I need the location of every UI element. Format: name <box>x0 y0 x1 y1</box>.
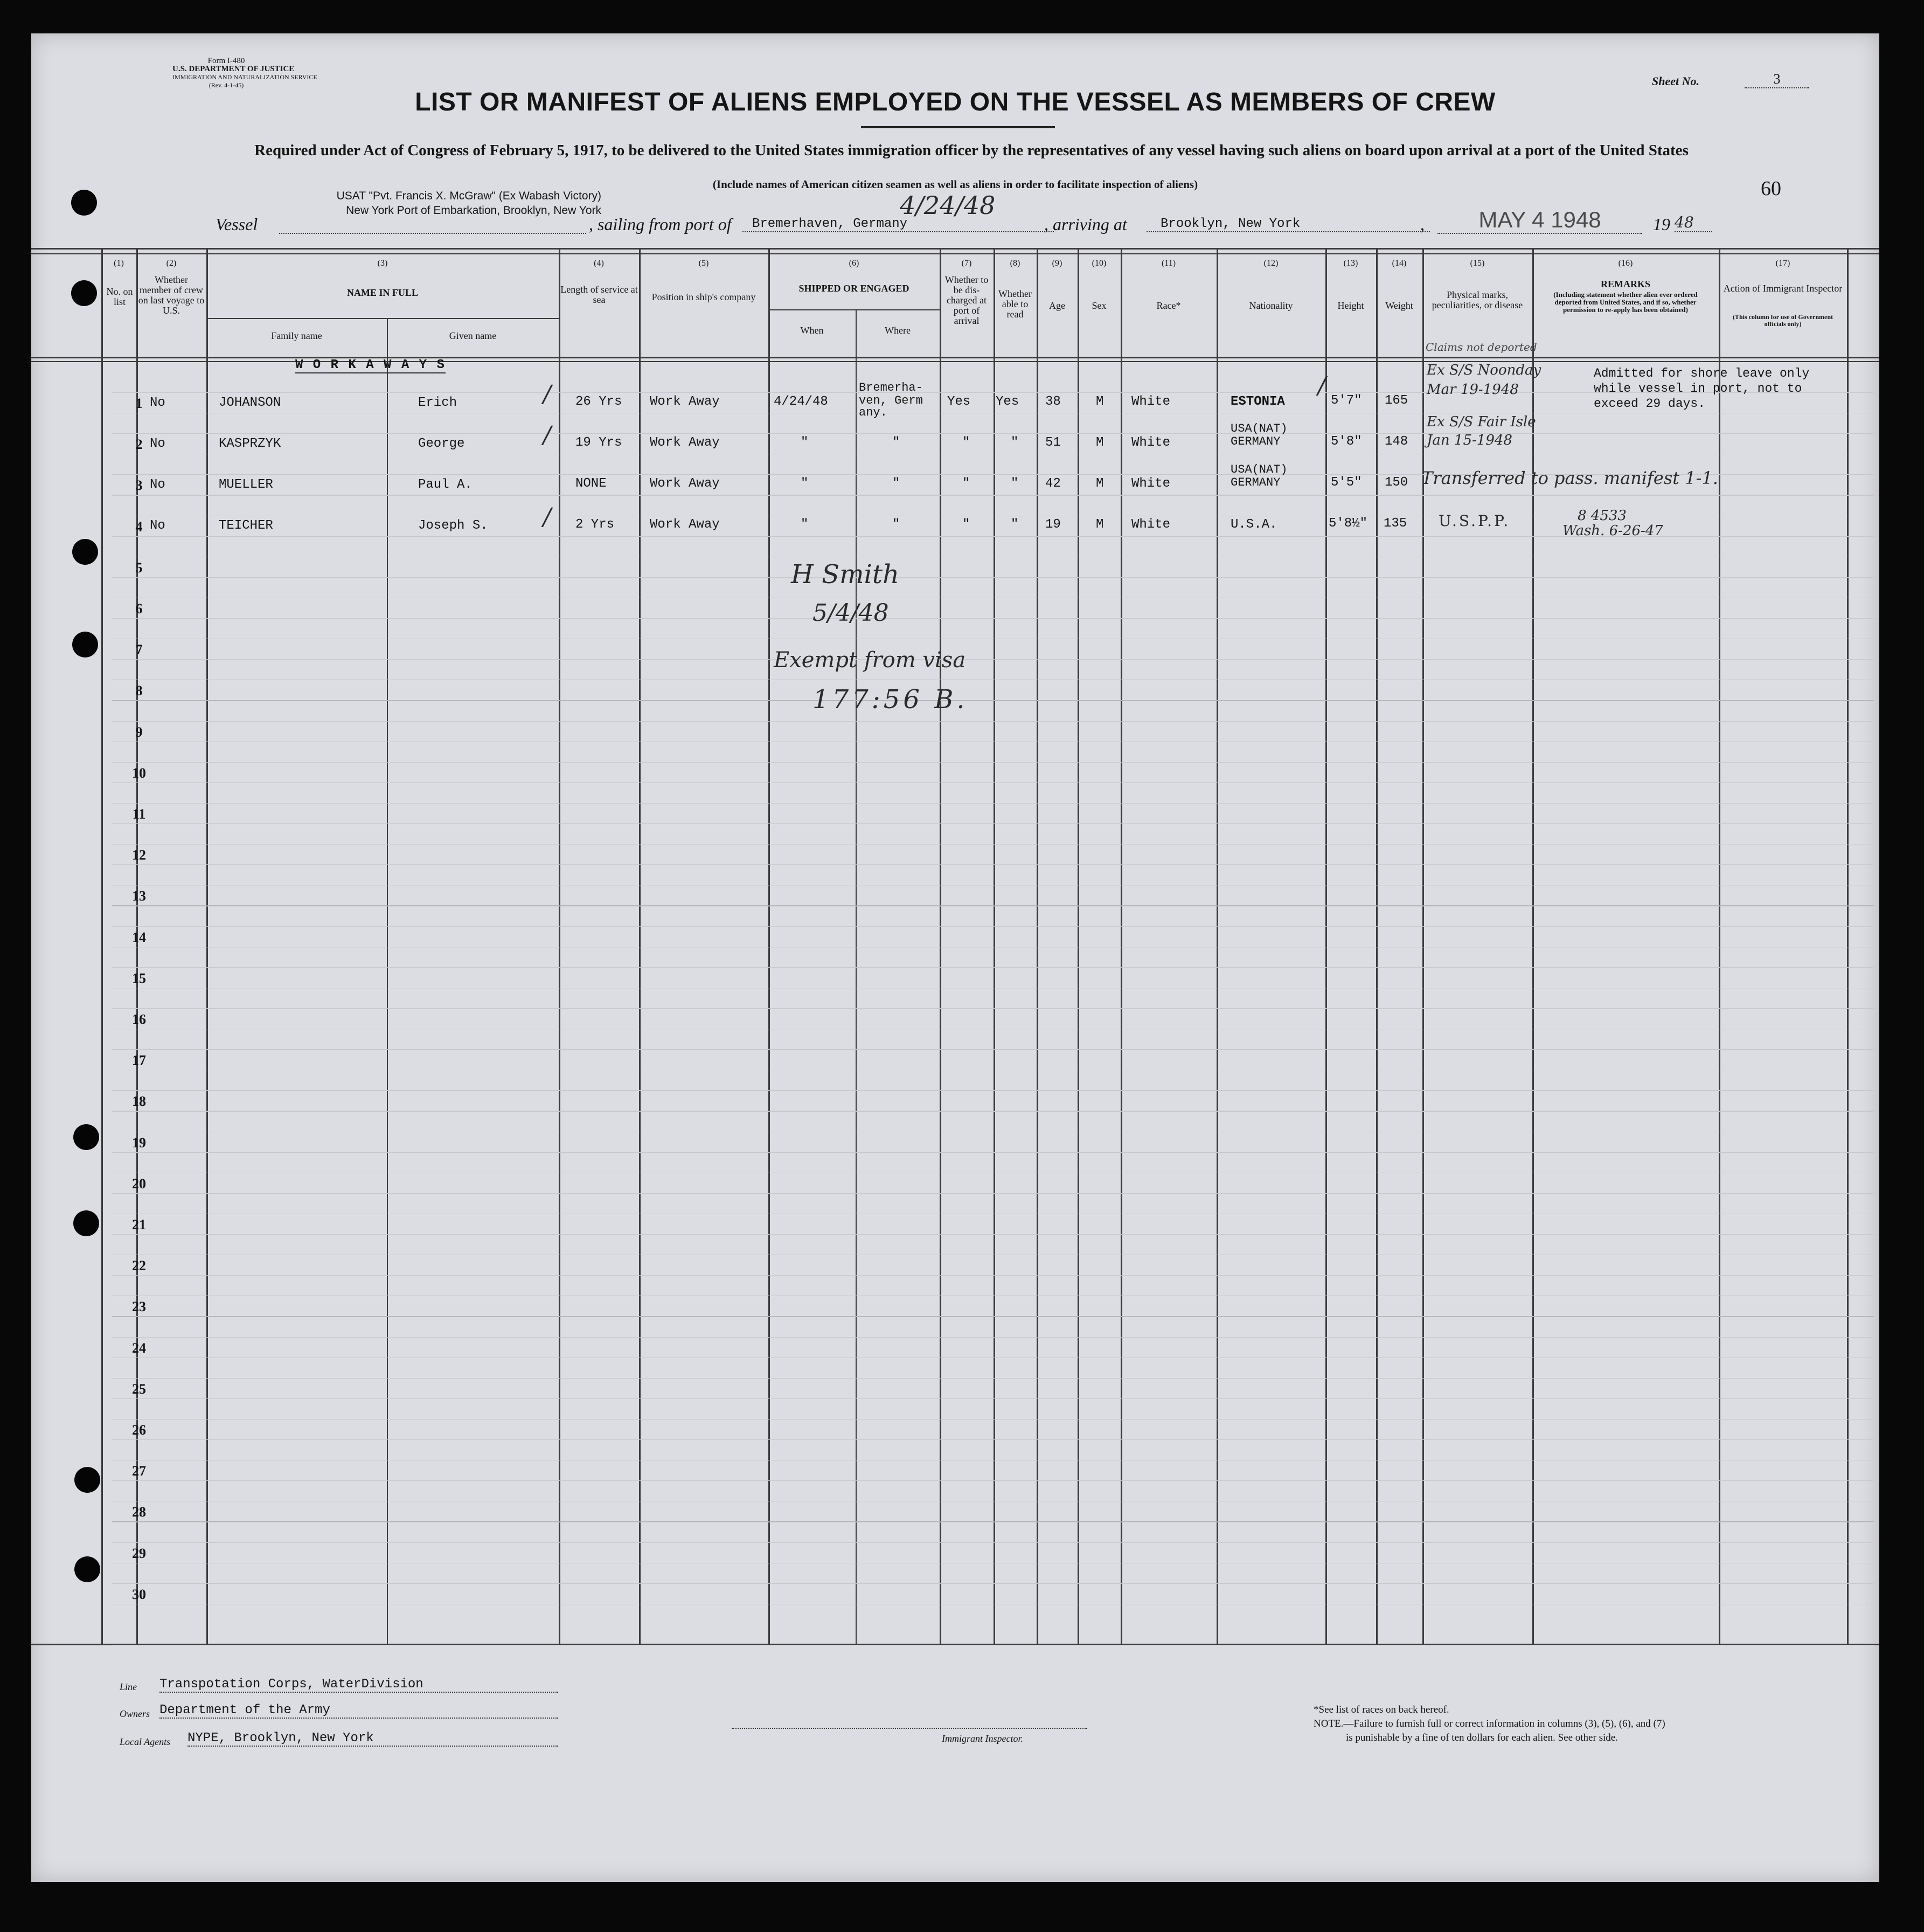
cell-where: " <box>892 476 900 491</box>
row-number: 11 <box>132 806 146 822</box>
cell-weight: 135 <box>1384 516 1407 531</box>
cell-family-name: TEICHER <box>219 518 273 533</box>
row-subrule <box>112 1542 1874 1543</box>
binder-hole <box>71 190 97 216</box>
cell-age: 38 <box>1045 394 1061 409</box>
check-mark: / <box>543 421 551 449</box>
header-physical-marks: Physical marks, peculiarities, or disease <box>1432 289 1523 310</box>
sailing-date-handwritten: 4/24/48 <box>900 191 996 220</box>
row-subrule <box>112 1193 1874 1194</box>
row-number: 28 <box>132 1504 146 1520</box>
cell-when: " <box>801 435 809 450</box>
table-top-border-inner <box>31 253 1879 254</box>
col-num: (11) <box>1161 259 1176 268</box>
header-action-inspector: Action of Immigrant Inspector <box>1723 283 1843 294</box>
row-number: 24 <box>132 1340 146 1356</box>
binder-hole <box>72 632 98 657</box>
cell-service: 19 Yrs <box>575 435 622 450</box>
col-divider <box>206 248 208 1644</box>
vessel-stamp <box>262 189 601 218</box>
cell-race: White <box>1131 394 1171 409</box>
header-action-inspector-sub: (This column for use of Government officials only) <box>1732 313 1833 328</box>
col-divider <box>387 318 388 1644</box>
row-number: 18 <box>132 1093 146 1109</box>
header-discharged: Whether to be dis-charged at port of arrival <box>944 274 989 326</box>
transferred-note: Transferred to pass. manifest 1-1. <box>1421 468 1718 488</box>
cell-where-2: ven, Germ <box>859 394 923 407</box>
page-number: 60 <box>1761 177 1781 200</box>
binder-hole <box>73 1210 99 1236</box>
header-remarks-sub: (Including statement whether alien ever ordered deported from United States, and if so, whether permission to re-apply has been obtained) <box>1553 290 1698 314</box>
row-number: 5 <box>135 560 143 576</box>
header-position: Position in ship's company <box>651 292 756 302</box>
row-subrule <box>112 1234 1874 1235</box>
vessel-stamp-line1: USAT "Pvt. Francis X. McGraw" (Ex Wabash Victory) <box>336 190 601 202</box>
col-divider <box>1719 248 1720 1644</box>
include-note: (Include names of American citizen seamen as well as aliens in order to facilitate inspection of aliens) <box>712 178 1198 191</box>
check-mark: / <box>1318 372 1326 399</box>
cell-sex: M <box>1096 476 1104 491</box>
row-subrule <box>112 495 1874 496</box>
cell-service: NONE <box>575 476 607 491</box>
cell-physical-marks: Ex S/S Noonday <box>1427 362 1541 378</box>
row-subrule <box>112 967 1874 968</box>
col-divider <box>856 309 857 1644</box>
cell-when: 4/24/48 <box>774 394 828 409</box>
cell-when: " <box>801 517 809 532</box>
col-num: (7) <box>961 259 972 268</box>
row-number: 25 <box>132 1381 146 1397</box>
binder-hole <box>74 1556 100 1582</box>
cell-nationality-2: GERMANY <box>1231 476 1281 489</box>
col-num: (6) <box>849 259 859 268</box>
row-subrule <box>112 1111 1874 1112</box>
row-subrule <box>112 1480 1874 1481</box>
cell-able-to-read: Yes <box>996 394 1019 409</box>
check-mark: / <box>543 380 551 408</box>
comma: , <box>1420 214 1425 234</box>
header-weight: Weight <box>1385 300 1413 311</box>
row-subrule <box>112 577 1874 578</box>
cell-age: 19 <box>1045 517 1061 532</box>
penalty-note-2: is punishable by a fine of ten dollars for each alien. See other side. <box>1346 1732 1618 1743</box>
row-subrule <box>112 721 1874 722</box>
cell-age: 51 <box>1045 435 1061 450</box>
cell-position: Work Away <box>650 435 720 450</box>
vessel-label: Vessel <box>216 214 258 234</box>
cell-race: White <box>1131 435 1171 450</box>
col-divider <box>101 248 103 1644</box>
arriving-label: , arriving at <box>1044 214 1127 234</box>
row-number: 4 <box>135 519 143 535</box>
cell-family-name: MUELLER <box>219 477 273 492</box>
inspection-date: 5/4/48 <box>812 599 889 627</box>
row-subrule <box>112 926 1874 927</box>
exempt-note: Exempt from visa <box>774 648 966 673</box>
passport-number: 8 4533 <box>1578 508 1627 524</box>
row-subrule <box>112 1583 1874 1584</box>
col-divider <box>994 248 995 1644</box>
cell-height: 5'8½" <box>1329 516 1368 531</box>
row-number: 27 <box>132 1463 146 1479</box>
cell-crew-last: No <box>150 437 165 451</box>
binder-hole <box>73 1124 99 1150</box>
races-note: *See list of races on back hereof. <box>1314 1704 1449 1715</box>
exempt-code: 177:56 B. <box>812 684 968 715</box>
footer-owners-label: Owners <box>120 1708 150 1719</box>
cell-sex: M <box>1096 517 1104 532</box>
cell-able-to-read: " <box>1011 435 1019 450</box>
footer-line-label: Line <box>120 1681 137 1692</box>
row-subrule <box>112 1439 1874 1440</box>
cell-when: " <box>801 476 809 491</box>
remarks-typed-line2: while vessel in port, not to <box>1594 382 1802 396</box>
row-subrule <box>112 1090 1874 1091</box>
col-divider <box>1532 248 1534 1644</box>
cell-weight: 165 <box>1385 393 1408 408</box>
header-remarks: REMARKS <box>1600 279 1650 289</box>
manifest-sheet <box>31 33 1879 1882</box>
binder-hole <box>71 280 97 306</box>
cell-where: Bremerha- <box>859 381 923 394</box>
header-when: When <box>800 325 824 336</box>
col-divider <box>1376 248 1378 1644</box>
row-subrule <box>112 659 1874 660</box>
row-number: 20 <box>132 1176 146 1192</box>
revision-date: (Rev. 4-1-45) <box>209 81 244 89</box>
row-number: 29 <box>132 1546 146 1561</box>
col-divider <box>1121 248 1122 1644</box>
footer-agents-label: Local Agents <box>120 1736 171 1747</box>
cell-service: 26 Yrs <box>575 394 622 409</box>
year-value: 48 <box>1675 213 1712 232</box>
cell-discharged: Yes <box>947 394 971 409</box>
row-subrule <box>112 618 1874 619</box>
cell-age: 42 <box>1045 476 1061 491</box>
header-where: Where <box>885 325 911 336</box>
col-num: (3) <box>377 259 388 268</box>
cell-position: Work Away <box>650 476 720 491</box>
header-no-on-list: No. on list <box>106 286 133 307</box>
row-number: 10 <box>132 765 146 781</box>
row-number: 14 <box>132 930 146 945</box>
cell-discharged: " <box>962 517 970 532</box>
binder-hole <box>72 539 98 565</box>
remarks-typed-line1: Admitted for shore leave only <box>1594 366 1810 380</box>
cell-nationality-2: GERMANY <box>1231 435 1281 448</box>
vessel-stamp-line2: New York Port of Embarkation, Brooklyn, New York <box>346 204 601 217</box>
sheet-number-label: Sheet No. <box>1652 74 1699 88</box>
header-given-name: Given name <box>449 330 497 341</box>
cell-weight: 150 <box>1385 475 1408 490</box>
cell-where: " <box>892 435 900 450</box>
page-subtitle: Required under Act of Congress of February 5, 1917, to be delivered to the United States immigration officer by the representatives of any vessel having such aliens on board upon arrival at a port of the United States <box>254 142 1689 159</box>
cell-physical-marks-2: Jan 15-1948 <box>1427 432 1512 448</box>
sheet-number-value: 3 <box>1745 71 1809 88</box>
header-name-in-full: NAME IN FULL <box>346 287 418 298</box>
cell-nationality: USA(NAT) <box>1231 422 1288 435</box>
cell-sex: M <box>1096 394 1104 409</box>
cell-family-name: JOHANSON <box>219 396 281 410</box>
section-label: W O R K A W A Y S <box>295 358 446 372</box>
vessel-line <box>279 233 586 234</box>
col-num: (8) <box>1010 259 1020 268</box>
row-number: 26 <box>132 1422 146 1438</box>
row-number: 12 <box>132 847 146 863</box>
header-family-name: Family name <box>271 330 322 341</box>
cell-position: Work Away <box>650 394 720 409</box>
cell-discharged: " <box>962 435 970 450</box>
col-divider <box>1847 248 1849 1644</box>
title-underline <box>861 126 1055 128</box>
cell-nationality: USA(NAT) <box>1231 463 1288 476</box>
header-shipped-or-engaged: SHIPPED OR ENGAGED <box>798 283 909 294</box>
cell-nationality: U.S.A. <box>1231 517 1277 532</box>
row-number: 6 <box>135 601 143 617</box>
cell-given-name: Joseph S. <box>418 518 488 533</box>
cell-height: 5'7" <box>1331 393 1362 408</box>
cell-race: White <box>1131 476 1171 491</box>
col-num: (2) <box>166 259 177 268</box>
col-num: (14) <box>1392 259 1407 268</box>
penalty-note-1: NOTE.—Failure to furnish full or correct information in columns (3), (5), (6), and (7) <box>1314 1718 1665 1729</box>
header-age: Age <box>1049 300 1065 311</box>
header-race: Race* <box>1156 300 1181 311</box>
col-num: (4) <box>594 259 604 268</box>
service-name: IMMIGRATION AND NATURALIZATION SERVICE <box>172 73 317 81</box>
claims-note: Claims not deported <box>1426 341 1537 354</box>
footer-owners-value: Department of the Army <box>159 1703 558 1719</box>
col-num: (5) <box>698 259 709 268</box>
header-crew-last-voyage: Whether member of crew on last voyage to U.S. <box>138 274 205 316</box>
col-num: (12) <box>1263 259 1279 268</box>
department-name: U.S. DEPARTMENT OF JUSTICE <box>172 65 295 73</box>
cell-crew-last: No <box>150 396 165 410</box>
form-id-block <box>172 57 317 89</box>
col-divider <box>1037 248 1038 1644</box>
row-number: 3 <box>135 477 143 493</box>
header-sex: Sex <box>1092 300 1107 311</box>
col-num: (13) <box>1343 259 1358 268</box>
row-number: 23 <box>132 1299 146 1314</box>
header-nationality: Nationality <box>1249 300 1293 311</box>
cell-given-name: Erich <box>418 396 457 410</box>
name-subheader-line <box>206 318 559 319</box>
row-subrule <box>112 433 1874 434</box>
col-num: (15) <box>1470 259 1485 268</box>
col-divider <box>1078 248 1079 1644</box>
inspector-signature-line <box>732 1726 1087 1729</box>
col-divider <box>559 248 560 1644</box>
header-height: Height <box>1337 300 1364 311</box>
sailing-port: Bremerhaven, Germany <box>742 217 1054 232</box>
table-top-border <box>31 248 1879 250</box>
inspector-label: Immigrant Inspector. <box>942 1733 1023 1744</box>
cell-able-to-read: " <box>1011 517 1019 532</box>
year-label: 19 <box>1653 214 1670 234</box>
footer-line-value: Transpotation Corps, WaterDivision <box>159 1677 558 1693</box>
row-number: 21 <box>132 1217 146 1232</box>
page-title: LIST OR MANIFEST OF ALIENS EMPLOYED ON THE VESSEL AS MEMBERS OF CREW <box>415 88 1496 116</box>
col-num: (9) <box>1052 259 1062 268</box>
row-subrule <box>112 803 1874 804</box>
cell-service: 2 Yrs <box>575 517 615 532</box>
row-number: 17 <box>132 1052 146 1068</box>
row-subrule <box>112 1337 1874 1338</box>
cell-family-name: KASPRZYK <box>219 437 281 451</box>
cell-race: White <box>1131 517 1171 532</box>
row-subrule <box>112 762 1874 763</box>
binder-hole <box>74 1467 100 1493</box>
form-number: Form I-480 <box>207 57 245 65</box>
col-divider <box>639 248 641 1644</box>
col-divider <box>1422 248 1424 1644</box>
row-number: 30 <box>132 1587 146 1602</box>
row-subrule <box>112 823 1874 824</box>
col-divider <box>1217 248 1218 1644</box>
row-number: 13 <box>132 888 146 904</box>
row-number: 22 <box>132 1258 146 1273</box>
remarks-typed-line3: exceed 29 days. <box>1594 397 1706 411</box>
cell-given-name: Paul A. <box>418 477 473 492</box>
cell-height: 5'5" <box>1331 475 1362 490</box>
cell-weight: 148 <box>1385 434 1408 449</box>
row-subrule <box>112 1049 1874 1050</box>
row-number: 8 <box>135 683 143 698</box>
arriving-port: Brooklyn, New York <box>1147 217 1430 232</box>
row-subrule <box>112 1378 1874 1379</box>
row-number: 2 <box>135 437 143 452</box>
check-mark: / <box>543 503 551 531</box>
cell-able-to-read: " <box>1011 476 1019 491</box>
cell-physical-marks: Ex S/S Fair Isle <box>1427 414 1536 430</box>
col-divider <box>768 248 770 1644</box>
cell-crew-last: No <box>150 477 165 492</box>
cell-height: 5'8" <box>1331 434 1362 449</box>
col-num: (17) <box>1775 259 1790 268</box>
col-num: (10) <box>1092 259 1107 268</box>
row-number: 19 <box>132 1135 146 1151</box>
row-subrule <box>112 1152 1874 1153</box>
row-number: 15 <box>132 971 146 986</box>
cell-physical-marks: U.S.P.P. <box>1439 512 1511 530</box>
col-num: (1) <box>114 259 124 268</box>
cell-nationality: ESTONIA <box>1231 394 1285 409</box>
footer-agents-value: NYPE, Brooklyn, New York <box>187 1731 558 1747</box>
row-number: 7 <box>135 642 143 657</box>
arrival-date-stamp: MAY 4 1948 <box>1437 207 1642 234</box>
shipped-subheader-line <box>768 309 940 310</box>
row-subrule <box>112 1275 1874 1276</box>
col-divider <box>1325 248 1327 1644</box>
cell-position: Work Away <box>650 517 720 532</box>
cell-given-name: George <box>418 437 465 451</box>
passport-issue: Wash. 6-26-47 <box>1562 523 1663 539</box>
row-subrule <box>112 864 1874 865</box>
cell-crew-last: No <box>150 518 165 533</box>
row-number: 9 <box>135 724 143 740</box>
row-number: 1 <box>135 396 143 411</box>
header-able-to-read: Whether able to read <box>998 288 1032 320</box>
row-subrule <box>112 1008 1874 1009</box>
cell-where: " <box>892 517 900 532</box>
col-divider <box>940 248 941 1644</box>
header-length-of-service: Length of service at sea <box>560 284 638 305</box>
row-subrule <box>112 1398 1874 1399</box>
cell-sex: M <box>1096 435 1104 450</box>
inspector-signature: H Smith <box>791 559 900 590</box>
cell-where-3: any. <box>859 406 887 419</box>
cell-physical-marks-2: Mar 19-1948 <box>1427 382 1519 398</box>
row-number: 16 <box>132 1012 146 1027</box>
sailing-label: , sailing from port of <box>589 214 732 234</box>
col-num: (16) <box>1618 259 1633 268</box>
cell-discharged: " <box>962 476 970 491</box>
